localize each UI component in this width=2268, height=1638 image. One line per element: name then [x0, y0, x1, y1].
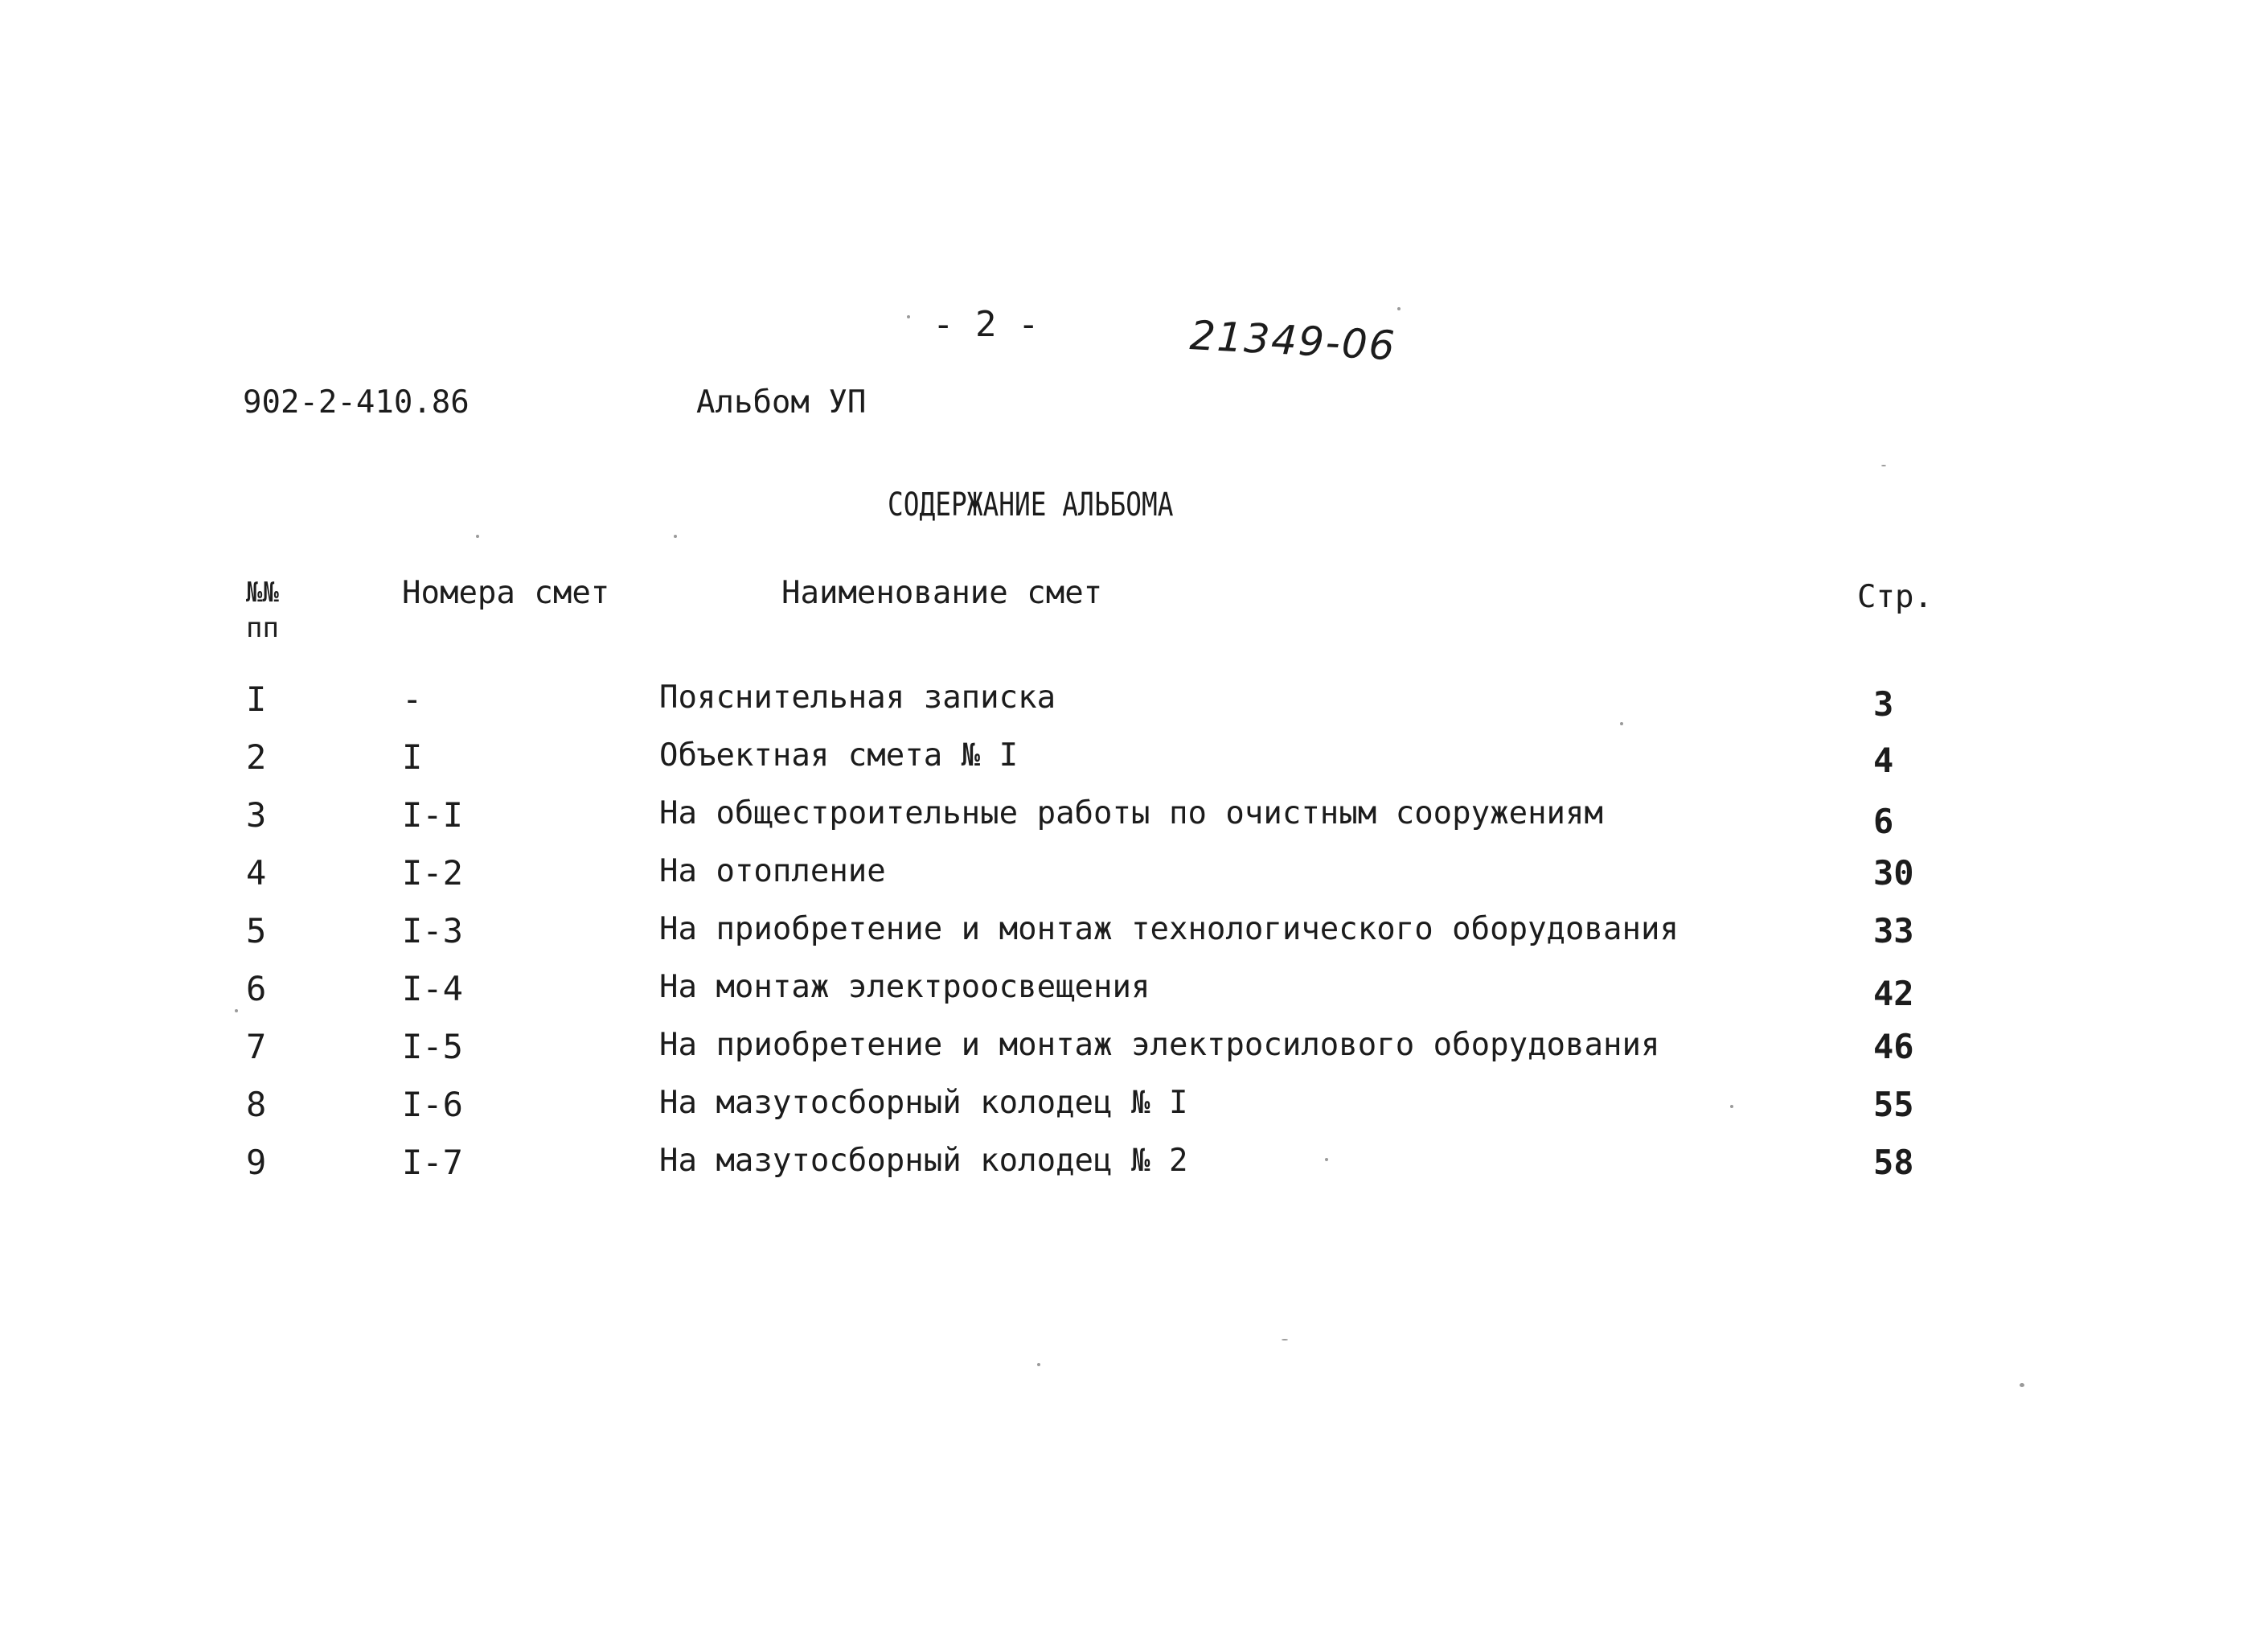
row-estimate-name: На приобретение и монтаж технологического оборудования — [659, 911, 1679, 947]
row-estimate-name: На мазутосборный колодец № I — [659, 1085, 1188, 1121]
row-estimate-name: На общестроительные работы по очистным сооружениям — [659, 795, 1603, 831]
scan-speck — [1881, 465, 1886, 466]
row-estimate-name: На монтаж электроосвещения — [659, 969, 1150, 1005]
scan-speck — [1037, 1363, 1040, 1366]
column-header-page: Стр. — [1857, 579, 1933, 615]
row-page: 30 — [1873, 853, 1914, 893]
row-estimate-name: Пояснительная записка — [659, 679, 1056, 716]
scan-speck — [674, 535, 677, 538]
row-page: 6 — [1873, 802, 1894, 841]
album-label: Альбом УП — [696, 384, 867, 421]
table-row — [0, 1027, 2268, 1085]
row-estimate-code: I-6 — [402, 1085, 463, 1124]
row-estimate-code: I-3 — [402, 911, 463, 950]
row-estimate-code: I-2 — [402, 853, 463, 893]
row-estimate-name: На приобретение и монтаж электросилового оборудования — [659, 1027, 1660, 1063]
column-header-number: №№ пп — [246, 577, 279, 644]
row-estimate-code: - — [402, 679, 423, 719]
row-number: 3 — [246, 795, 267, 835]
row-page: 58 — [1873, 1143, 1914, 1182]
contents-title: СОДЕРЖАНИЕ АЛЬБОМА — [888, 486, 1174, 523]
archive-number-handwritten: 21349-06 — [1188, 312, 1397, 370]
row-page: 33 — [1873, 911, 1914, 950]
row-number: 7 — [246, 1027, 267, 1066]
scan-speck — [2020, 1383, 2024, 1387]
table-row — [0, 1143, 2268, 1201]
table-row — [0, 795, 2268, 853]
page-number: - 2 - — [933, 304, 1040, 345]
row-number: 8 — [246, 1085, 267, 1124]
row-number: 4 — [246, 853, 267, 893]
column-header-estimate-name: Наименование смет — [781, 575, 1103, 611]
scan-speck — [1730, 1105, 1733, 1108]
scan-speck — [907, 315, 910, 318]
table-row — [0, 969, 2268, 1027]
row-estimate-code: I-5 — [402, 1027, 463, 1066]
table-row — [0, 737, 2268, 795]
table-row — [0, 853, 2268, 911]
scan-speck — [235, 1009, 238, 1012]
table-row — [0, 679, 2268, 737]
table-row — [0, 1085, 2268, 1143]
row-number: 9 — [246, 1143, 267, 1182]
scan-speck — [1325, 1158, 1328, 1161]
scan-speck — [1620, 722, 1623, 725]
row-number: 6 — [246, 969, 267, 1008]
document-code: 902-2-410.86 — [243, 384, 470, 421]
row-estimate-code: I-7 — [402, 1143, 463, 1182]
scan-speck — [476, 535, 479, 538]
row-page: 3 — [1873, 684, 1894, 724]
row-page: 4 — [1873, 741, 1894, 780]
row-page: 55 — [1873, 1085, 1914, 1124]
column-header-estimate-codes: Номера смет — [402, 575, 610, 611]
row-estimate-name: На отопление — [659, 853, 886, 889]
row-estimate-name: Объектная смета № I — [659, 737, 1019, 774]
row-estimate-code: I-4 — [402, 969, 463, 1008]
row-page: 42 — [1873, 974, 1914, 1013]
scan-speck — [1397, 307, 1401, 310]
table-row — [0, 911, 2268, 969]
row-estimate-name: На мазутосборный колодец № 2 — [659, 1143, 1188, 1179]
row-number: I — [246, 679, 267, 719]
row-number: 5 — [246, 911, 267, 950]
row-estimate-code: I-I — [402, 795, 463, 835]
row-page: 46 — [1873, 1027, 1914, 1066]
row-estimate-code: I — [402, 737, 423, 777]
row-number: 2 — [246, 737, 267, 777]
scan-speck — [1282, 1339, 1288, 1340]
